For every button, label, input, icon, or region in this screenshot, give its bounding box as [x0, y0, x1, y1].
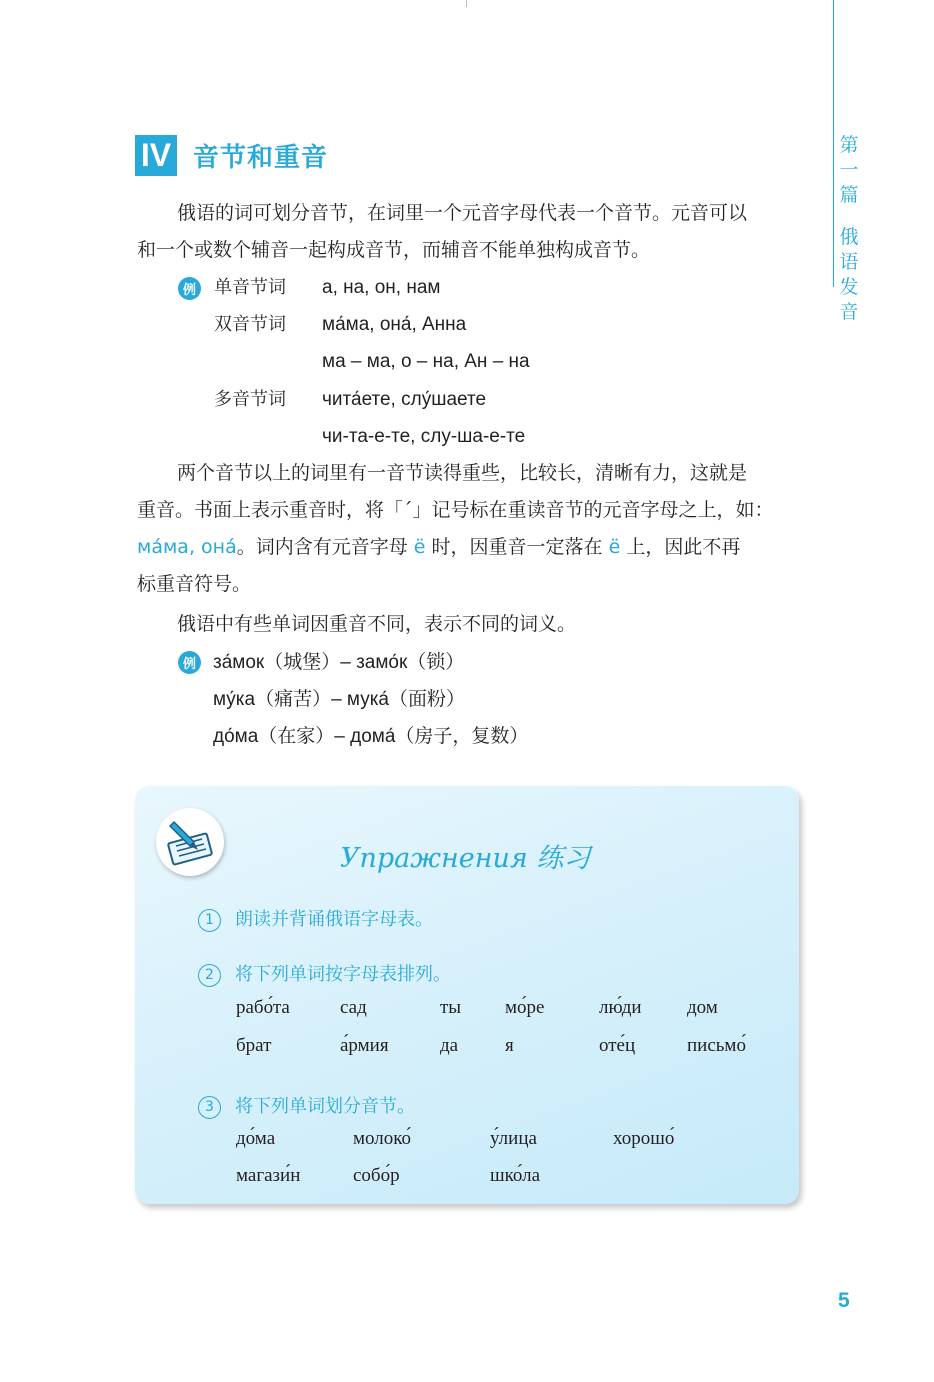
word: магази́н: [236, 1165, 301, 1186]
word: мо́ре: [505, 997, 545, 1018]
example-badge-2: 例: [178, 651, 201, 674]
section-heading: [135, 135, 328, 176]
section-title: 音节和重音: [193, 143, 329, 173]
word: рабо́та: [236, 997, 290, 1018]
word: брат: [236, 1035, 272, 1056]
paragraph-3: 俄语中有些单词因重音不同，表示不同的词义。: [177, 613, 577, 635]
crop-mark: [466, 0, 467, 7]
example-badge: 例: [178, 277, 201, 300]
side-rule: [833, 0, 834, 287]
section-number: IV: [135, 135, 177, 176]
word: письмо́: [687, 1035, 746, 1056]
task-1: 1 朗读并背诵俄语字母表。: [198, 905, 433, 932]
word: да: [440, 1035, 459, 1056]
word: оте́ц: [599, 1035, 636, 1056]
word: а́рмия: [340, 1035, 389, 1056]
word: сад: [340, 997, 367, 1018]
page-number: 5: [838, 1289, 850, 1312]
word: дом: [687, 997, 718, 1018]
word: я: [505, 1035, 514, 1056]
paragraph-1: 俄语的词可划分音节，在词里一个元音字母代表一个音节。元音可以 和一个或数个辅音一起构成音节，而辅音不能单独构成音节。: [137, 202, 748, 261]
word: шко́ла: [490, 1165, 541, 1186]
word: у́лица: [490, 1128, 537, 1149]
word: собо́р: [353, 1165, 400, 1186]
exercise-title: Упражнения 练习: [340, 843, 591, 874]
word: ты: [440, 997, 462, 1018]
paragraph-2: 两个音节以上的词里有一音节读得重些，比较长，清晰有力，这就是 重音。书面上表示重音时，将「ˊ」记号标在重读音节的元音字母之上，如： ма́ма, она́。词内含有元音字母 ё 时，因重音一定落在 ё 上，因此不再 标重音符号。: [137, 462, 774, 595]
word: хорошо́: [613, 1128, 675, 1149]
task-2: 2 将下列单词按字母表排列。: [198, 960, 451, 987]
word: до́ма: [236, 1128, 276, 1149]
task-3: 3 将下列单词划分音节。: [198, 1092, 415, 1119]
writing-pen-icon: [156, 808, 224, 876]
word: лю́ди: [599, 997, 642, 1018]
side-chapter-label: 第 一 篇 俄 语 发 音: [839, 134, 859, 323]
word: молоко́: [353, 1128, 412, 1149]
